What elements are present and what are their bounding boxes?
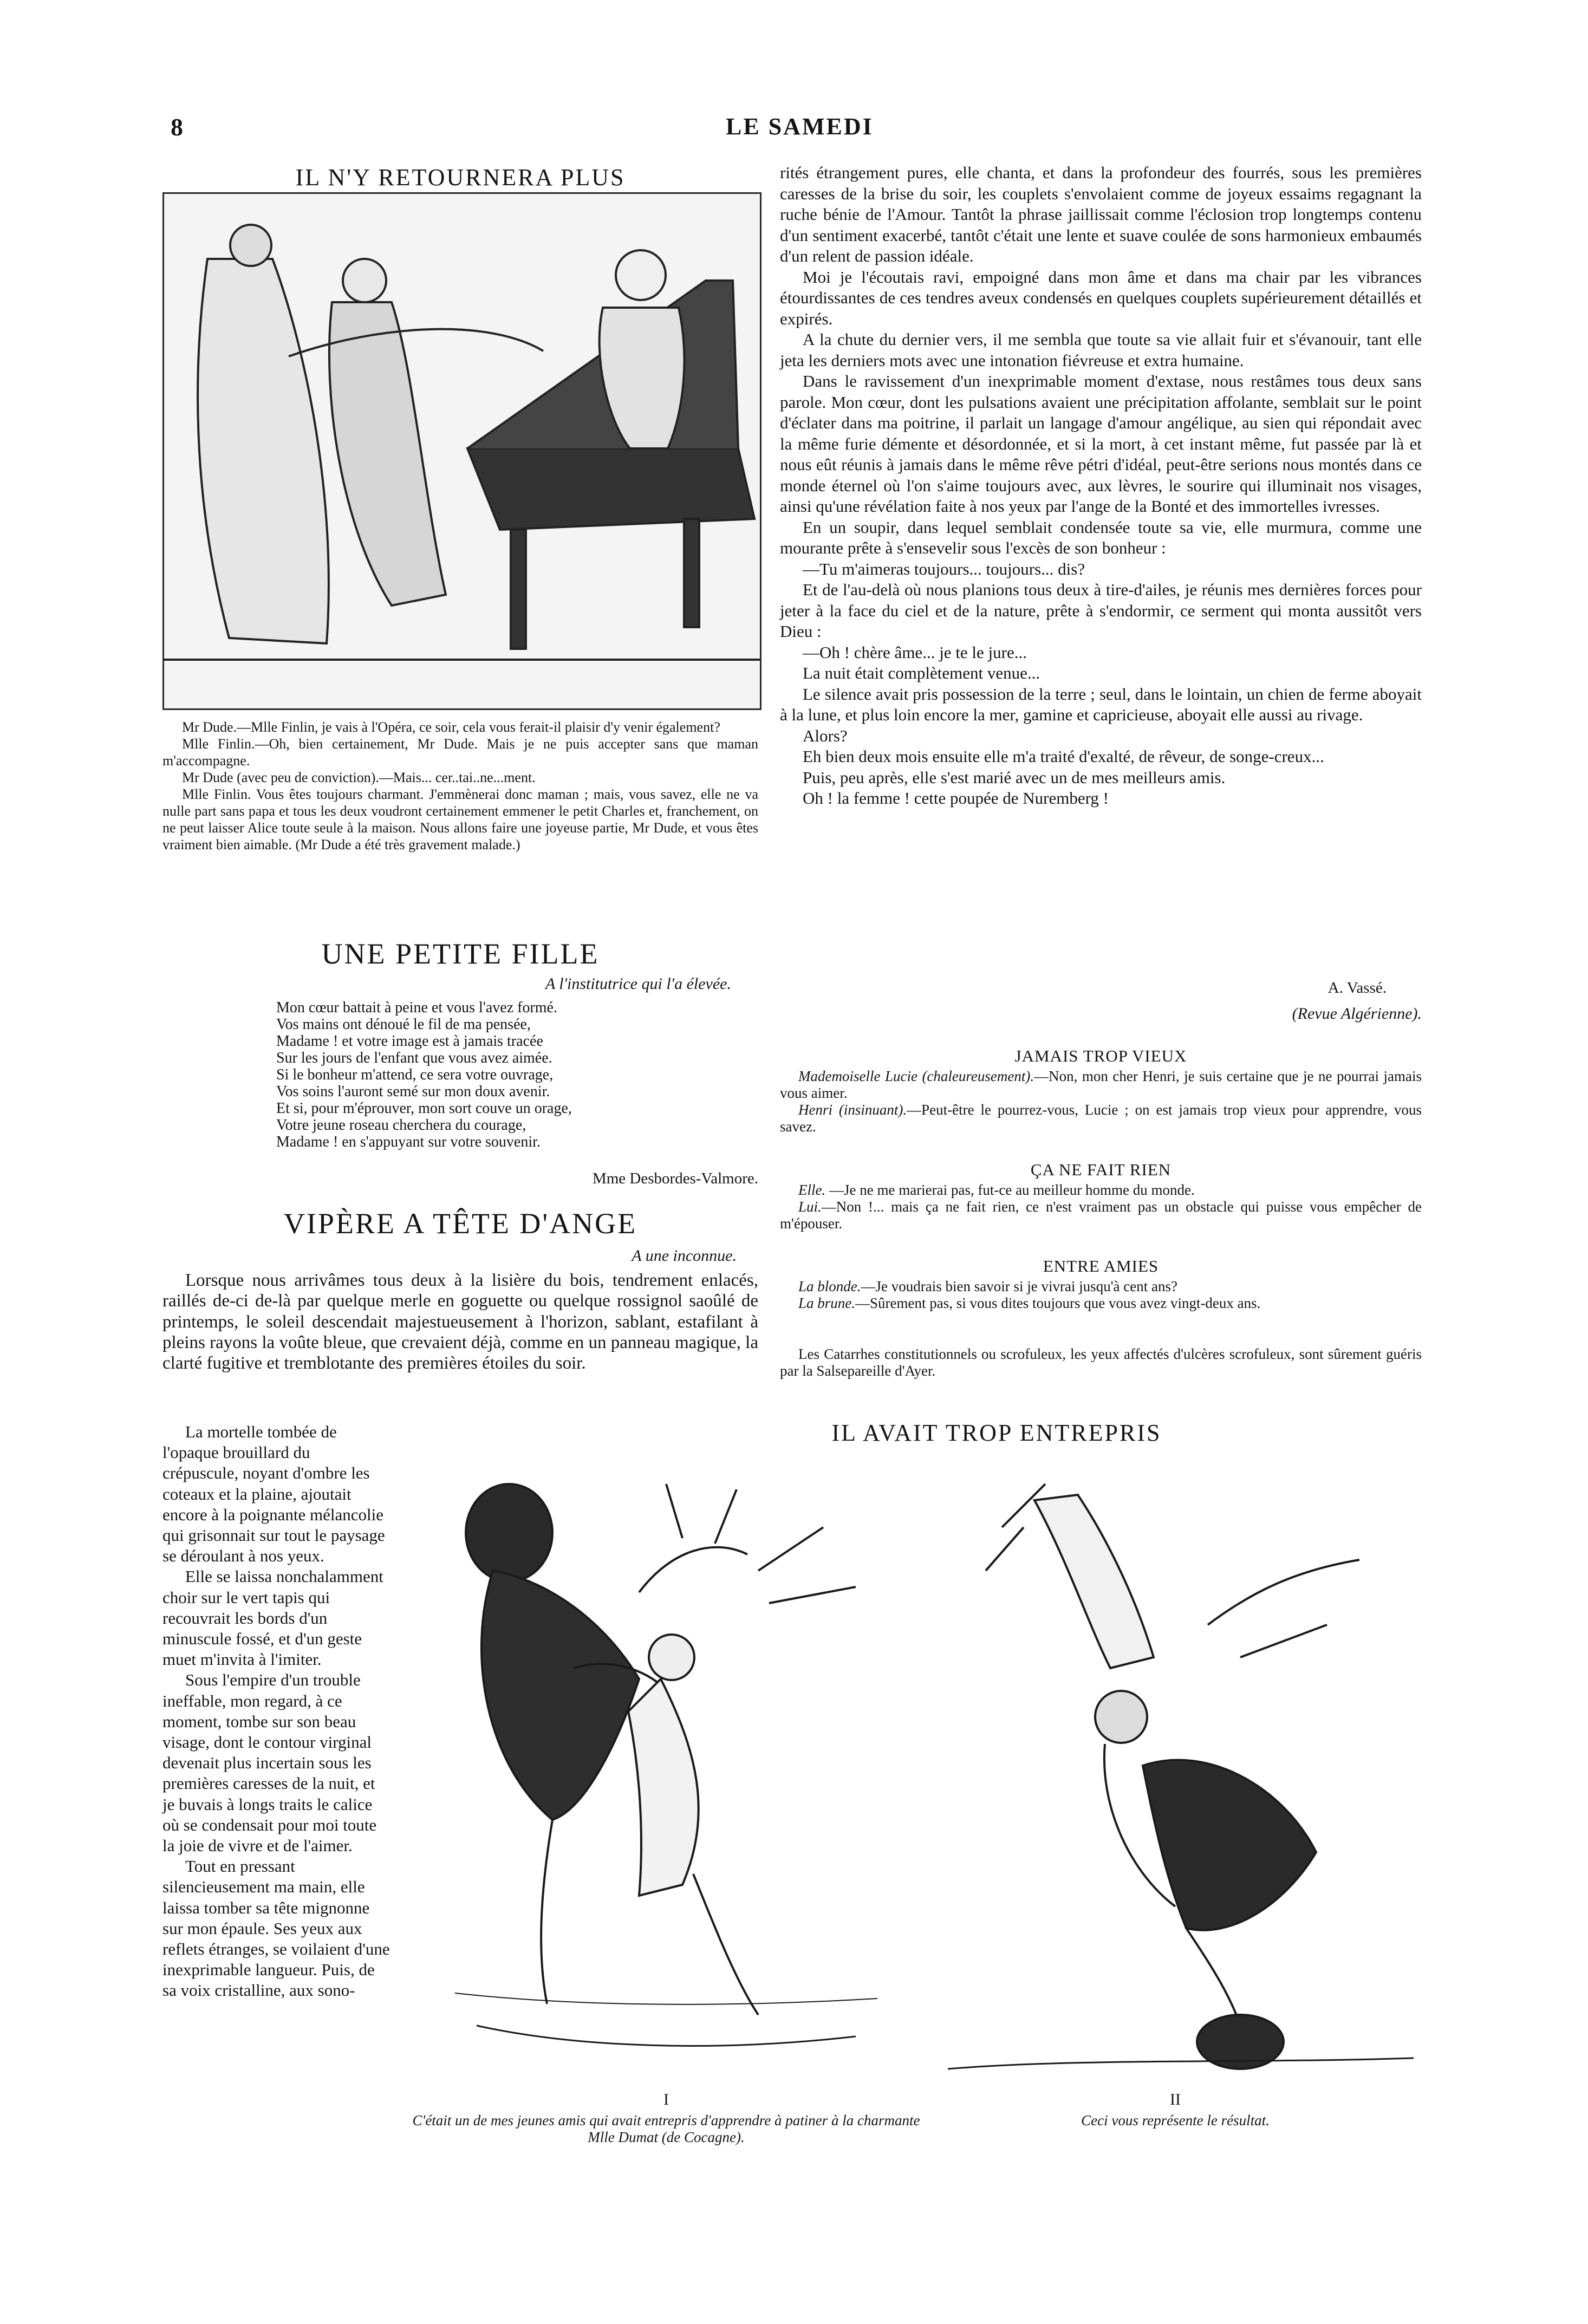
- story-paragraph: —Tu m'aimeras toujours... toujours... dis?: [803, 559, 1085, 578]
- dialogue-text: —Peut-être le pourrez-vous, Lucie ; on est jamais trop vieux pour apprendre, vous savez.: [780, 1102, 1422, 1135]
- cartoon-title: IL AVAIT TROP ENTREPRIS: [831, 1420, 1162, 1446]
- story-paragraph: En un soupir, dans lequel semblait condensée toute sa vie, elle murmura, comme une mourante prête à s'ensevelir sous l'excès de son bonheur :: [780, 517, 1422, 557]
- panel-2-caption: Ceci vous représente le résultat.: [1081, 2112, 1270, 2128]
- poem-title: UNE PETITE FILLE: [321, 938, 600, 970]
- story-paragraph: —Oh ! chère âme... je te le jure...: [803, 642, 1027, 662]
- story-paragraph: rités étrangement pures, elle chanta, et dans la profondeur des fourrés, sous les premières caresses de la brise du soir, les couplets s'envolaient comme de joyeux essaims regagnant la ruche bénie de l'Amour. Tantôt la phrase jaillissait comme l'éclosion trop longtemps contenu d'un sentiment exacerbé, tantôt c'était une lente et suave coulée de sons harmonieux embaumés d'un relent de passion idéale.: [780, 163, 1422, 265]
- story-paragraph: Tout en pressant silencieusement ma main, elle laissa tomber sa tête mignonne sur mon épaule. Ses yeux aux reflets étranges, se voilaient d'une inexprimable langueur. Puis, de sa voix cristalline, aux sono-: [162, 1857, 390, 2000]
- dialogue-line: [780, 1295, 1422, 1312]
- cartoon-panel-2: [904, 1462, 1446, 2082]
- story-paragraph: La mortelle tombée de l'opaque brouillard du crépuscule, noyant d'ombre les coteaux et la plaine, ajoutait encore à la poignante mélancolie qui grisonnait sur tout le paysage se déroulant à nos yeux.: [162, 1422, 385, 1566]
- ad-text: Les Catarrhes constitutionnels ou scrofuleux, les yeux affectés d'ulcères scrofuleux, sont sûrement guéris par la Salsepareille d'Ayer.: [780, 1346, 1422, 1379]
- story-column-1-top: [162, 1270, 758, 1373]
- poem-line: Madame ! en s'appuyant sur votre souvenir.: [276, 1134, 541, 1150]
- ca-dialogue: [780, 1182, 1422, 1232]
- speaker: Mademoiselle Lucie (chaleureusement).: [798, 1068, 1034, 1084]
- masthead: LE SAMEDI: [726, 113, 874, 140]
- ca-title: ÇA NE FAIT RIEN: [1030, 1160, 1172, 1179]
- panel-1-caption: C'était un de mes jeunes amis qui avait entrepris d'apprendre à patiner à la charmante Mlle Dumat (de Cocagne).: [412, 2112, 920, 2145]
- story-paragraph: Alors?: [803, 726, 848, 745]
- story-paragraph: Moi je l'écoutais ravi, empoigné dans mon âme et dans ma chair par les vibrances étourdissantes de ces tendres aveux condensés en quelques couplets supérieurement détaillés et expirés.: [780, 267, 1422, 328]
- dialogue-text: —Je voudrais bien savoir si je vivrai jusqu'à cent ans?: [861, 1278, 1177, 1294]
- story-title: VIPÈRE A TÊTE D'ANGE: [283, 1207, 637, 1240]
- jamais-title: JAMAIS TROP VIEUX: [1014, 1046, 1187, 1065]
- dialogue-text: —Je ne me marierai pas, fut-ce au meilleur homme du monde.: [825, 1182, 1195, 1198]
- dialogue-line: [780, 1102, 1422, 1135]
- speaker: La blonde.: [798, 1278, 861, 1294]
- story-paragraph: Elle se laissa nonchalamment choir sur le vert tapis qui recouvrait les bords d'un minuscule fossé, et d'un geste muet m'invita à l'imiter.: [162, 1567, 383, 1669]
- story-paragraph: Et de l'au-delà où nous planions tous deux à tire-d'ailes, je réunis mes dernières forces pour jeter à la face du ciel et de la nature, prête à s'endormir, ce serment qui monta aussitôt vers Dieu :: [780, 580, 1422, 641]
- page-number: 8: [171, 113, 183, 141]
- dialogue-line: [780, 1199, 1422, 1232]
- poem-author: Mme Desbordes-Valmore.: [592, 1170, 758, 1187]
- story-paragraph: Oh ! la femme ! cette poupée de Nuremberg !: [803, 789, 1109, 808]
- dialogue-text: —Non, mon cher Henri, je suis certaine que je ne pourrai jamais vous aimer.: [780, 1068, 1422, 1101]
- poem-line: Vos mains ont dénoué le fil de ma pensée,: [276, 1016, 531, 1033]
- panel-1-number: I: [663, 2091, 669, 2108]
- story-paragraph: Lorsque nous arrivâmes tous deux à la lisière du bois, tendrement enlacés, raillés de-ci de-là par quelque merle en goguette ou quelque rossignol saoûlé de printemps, le soleil descendait majestueusement à l'horizon, sablant, estafilant à pleins rayons la voûte bleue, que crevaient déjà, comme en un panneau magique, la clarté fugitive et tremblotante des premières étoiles du soir.: [162, 1271, 758, 1373]
- story-paragraph: Puis, peu après, elle s'est marié avec un de mes meilleurs amis.: [803, 767, 1226, 787]
- dialogue-text: —Sûrement pas, si vous dites toujours que vous avez vingt-deux ans.: [855, 1295, 1261, 1311]
- story-paragraph: A la chute du dernier vers, il me sembla que toute sa vie allait fuir et s'évanouir, tant elle jeta les derniers mots avec une intonation fiévreuse et extra humaine.: [780, 330, 1422, 370]
- amies-title: ENTRE AMIES: [1043, 1257, 1159, 1275]
- amies-dialogue: [780, 1278, 1422, 1312]
- poem-line: Votre jeune roseau cherchera du courage,: [276, 1117, 526, 1134]
- story-source: (Revue Algérienne).: [1292, 1005, 1422, 1023]
- speaker: Henri (insinuant).: [798, 1102, 907, 1118]
- story-dedication: A une inconnue.: [632, 1247, 737, 1265]
- poem-line: Mon cœur battait à peine et vous l'avez formé.: [276, 999, 557, 1016]
- poem-line: Vos soins l'auront semé sur mon doux avenir.: [276, 1083, 550, 1100]
- jamais-dialogue: [780, 1068, 1422, 1135]
- dialogue-text: —Non !... mais ça ne fait rien, ce n'est vraiment pas un obstacle qui puisse vous empêcher de m'épouser.: [780, 1199, 1422, 1232]
- poem-body: [276, 999, 753, 1150]
- poem-line: Et si, pour m'éprouver, mon sort couve un orage,: [276, 1100, 572, 1117]
- poem-line: Sur les jours de l'enfant que vous avez aimée.: [276, 1050, 552, 1066]
- caption-paragraph: Mlle Finlin. Vous êtes toujours charmant. J'emmènerai donc maman ; mais, vous savez, elle ne va nulle part sans papa et tous les deux voudront certainement emmener le petit Charles et, franchement, on ne peut laisser Alice toute seule à la maison. Nous allons faire une joyeuse partie, Mr Dude, et vous êtes vraiment bien aimable. (Mr Dude a été très gravement malade.): [162, 786, 758, 852]
- story-column-1-narrow: [162, 1422, 390, 2001]
- article-caption: [162, 719, 758, 853]
- speaker: Lui.: [798, 1199, 822, 1215]
- panel-2-number: II: [1170, 2091, 1181, 2108]
- cartoon-panel-1: [412, 1462, 921, 2088]
- poem-dedication: A l'institutrice qui l'a élevée.: [545, 975, 731, 993]
- article-title: IL N'Y RETOURNERA PLUS: [295, 164, 626, 191]
- poem-line: Madame ! et votre image est à jamais tracée: [276, 1033, 543, 1050]
- story-author: A. Vassé.: [1327, 979, 1387, 997]
- salon-illustration: [162, 192, 762, 710]
- story-column-2: [780, 162, 1422, 809]
- story-paragraph: Dans le ravissement d'un inexprimable moment d'extase, nous restâmes tous deux sans parole. Mon cœur, dont les pulsations avaient une précipitation affolante, semblait sur le point d'éclater dans ma poitrine, il parlait un langage d'amour angélique, au sien qui répondait avec la même furie démente et désordonnée, et si la mort, à cet instant même, fut passée par là et nous eût réunis à jamais dans le même rêve pétri d'idéal, peut-être serions nous montés dans ce monde éternel où l'on s'aime toujours avec, aux lèvres, le sourire qui illuminait nos visages, ainsi qu'une révélation faite à nos yeux par l'ange de la Bonté et des immortelles ivresses.: [780, 372, 1422, 516]
- caption-paragraph: Mr Dude (avec peu de conviction).—Mais... cer..tai..ne...ment.: [182, 770, 536, 785]
- caption-paragraph: Mlle Finlin.—Oh, bien certainement, Mr Dude. Mais je ne puis accepter sans que maman m'accompagne.: [162, 736, 758, 769]
- story-paragraph: Le silence avait pris possession de la terre ; seul, dans le lointain, un chien de ferme aboyait à la lune, et plus loin encore la mer, gamine et capricieuse, aboyait elle aussi au rivage.: [780, 684, 1422, 724]
- story-paragraph: Sous l'empire d'un trouble ineffable, mon regard, à ce moment, tombe sur son beau visage, dont le contour virginal devenait plus incertain sous les premières caresses de la nuit, et je buvais à longs traits le calice où se condensait pour moi toute la joie de vivre et de l'aimer.: [162, 1670, 377, 1856]
- dialogue-line: [780, 1182, 1422, 1199]
- speaker: La brune.: [798, 1295, 856, 1311]
- poem-line: Si le bonheur m'attend, ce sera votre ouvrage,: [276, 1066, 554, 1083]
- speaker: Elle.: [798, 1182, 826, 1198]
- dialogue-line: [780, 1068, 1422, 1102]
- advertisement: [780, 1346, 1422, 1379]
- story-paragraph: Eh bien deux mois ensuite elle m'a traité d'exalté, de rêveur, de songe-creux...: [803, 747, 1324, 766]
- dialogue-line: [780, 1278, 1422, 1295]
- caption-paragraph: Mr Dude.—Mlle Finlin, je vais à l'Opéra, ce soir, cela vous ferait-il plaisir d'y venir également?: [182, 719, 720, 735]
- story-paragraph: La nuit était complètement venue...: [803, 663, 1040, 682]
